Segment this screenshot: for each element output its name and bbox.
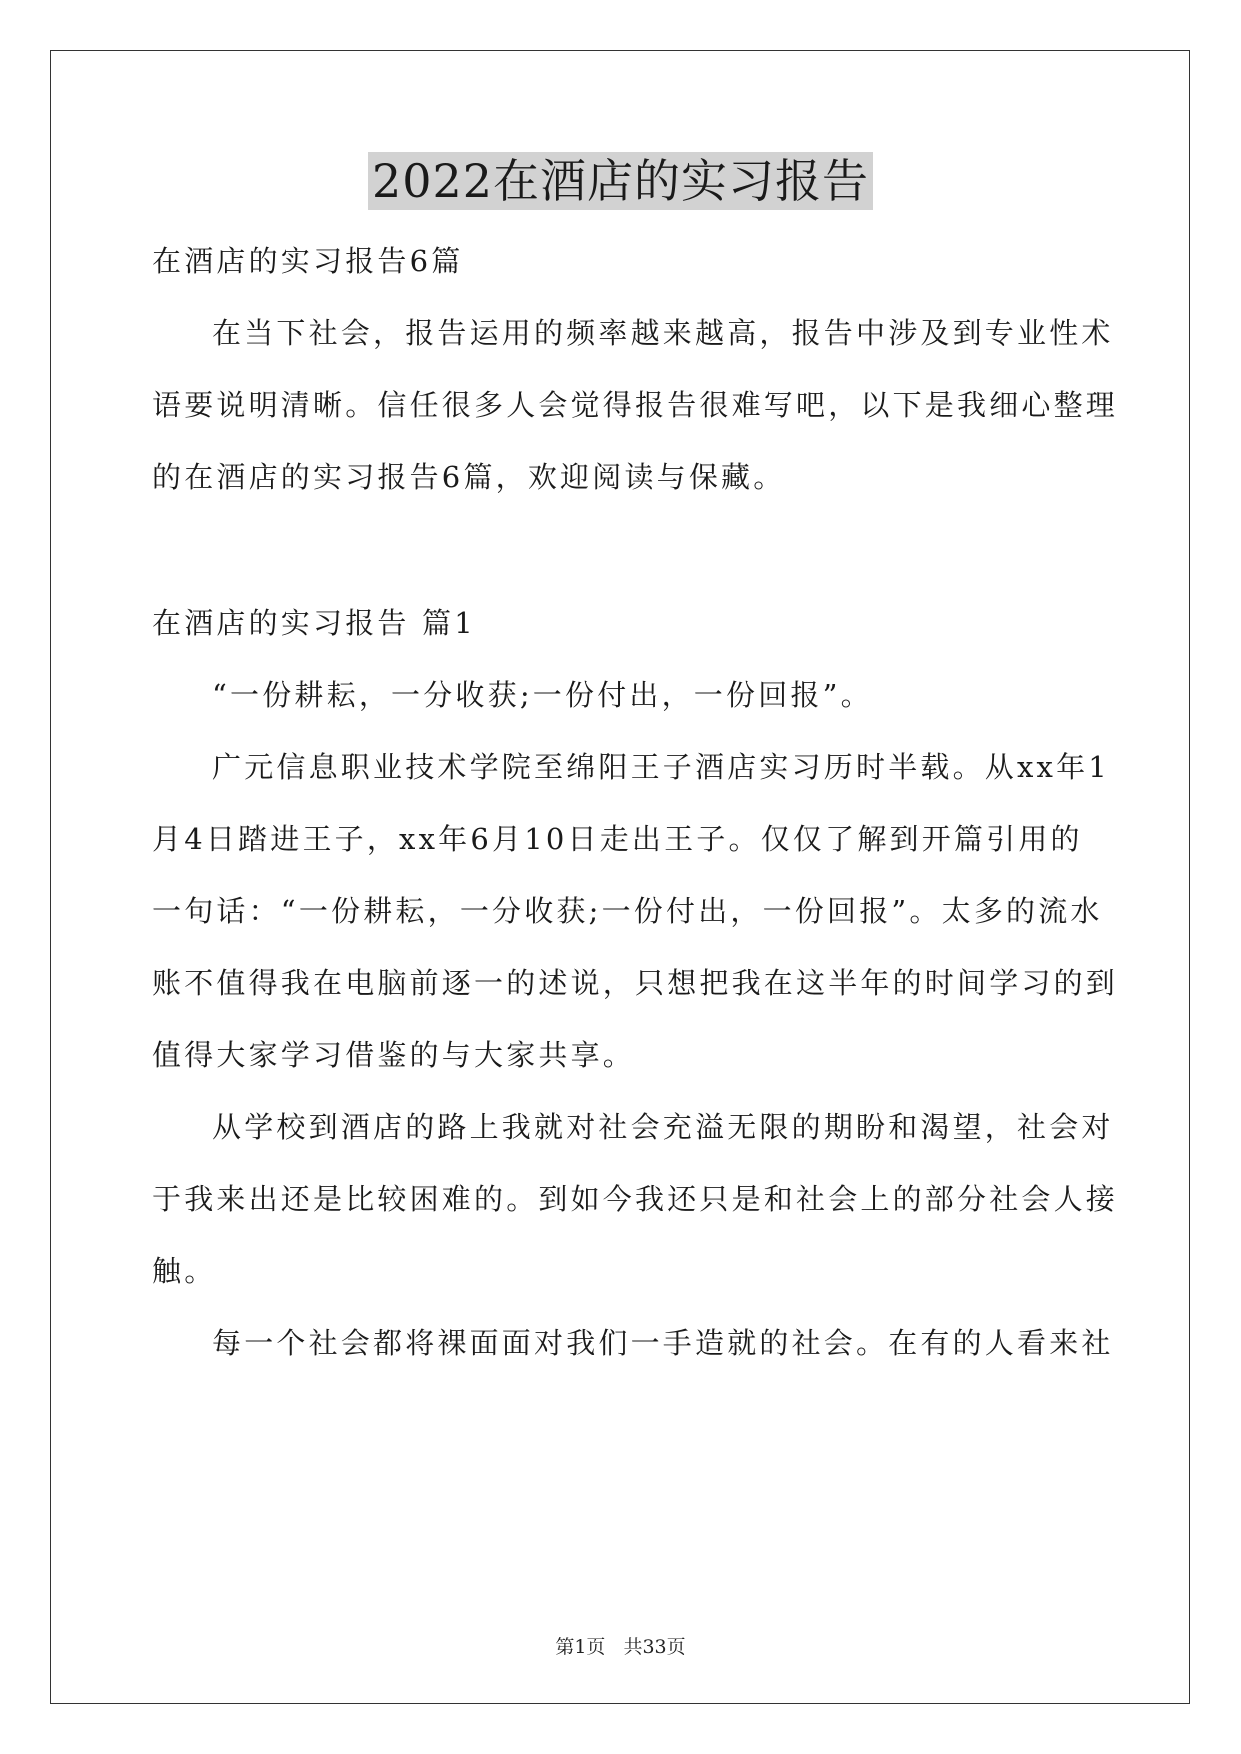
- document-subtitle: 在酒店的实习报告6篇: [152, 244, 464, 278]
- page-border: [50, 50, 1190, 1704]
- section-heading: 在酒店的实习报告 篇1: [152, 606, 476, 640]
- quote-line: “一份耕耘，一分收获;一份付出，一份回报”。: [212, 678, 873, 712]
- para3-line-1: 每一个社会都将裸面面对我们一手造就的社会。在有的人看来社: [212, 1326, 1114, 1360]
- para1-line-3: 一句话：“一份耕耘，一分收获;一份付出，一份回报”。太多的流水: [152, 894, 1103, 928]
- para1-line-5: 值得大家学习借鉴的与大家共享。: [152, 1038, 636, 1072]
- page-number: 第1页: [555, 1636, 606, 1658]
- title-container: [0, 152, 1241, 210]
- para2-line-3: 触。: [152, 1254, 217, 1288]
- document-title: 2022在酒店的实习报告: [368, 152, 873, 210]
- intro-line-3: 的在酒店的实习报告6篇，欢迎阅读与保藏。: [152, 460, 786, 494]
- para2-line-2: 于我来出还是比较困难的。到如今我还只是和社会上的部分社会人接: [152, 1182, 1119, 1216]
- para1-line-1: 广元信息职业技术学院至绵阳王子酒店实习历时半载。从xx年1: [212, 750, 1110, 784]
- para1-line-4: 账不值得我在电脑前逐一的述说，只想把我在这半年的时间学习的到: [152, 966, 1119, 1000]
- para1-line-2: 月4日踏进王子，xx年6月10日走出王子。仅仅了解到开篇引用的: [152, 822, 1083, 856]
- intro-line-1: 在当下社会，报告运用的频率越来越高，报告中涉及到专业性术: [212, 316, 1114, 350]
- para2-line-1: 从学校到酒店的路上我就对社会充溢无限的期盼和渴望，社会对: [212, 1110, 1114, 1144]
- page-footer: [0, 1632, 1241, 1659]
- total-pages: 共33页: [623, 1636, 686, 1658]
- intro-line-2: 语要说明清晰。信任很多人会觉得报告很难写吧，以下是我细心整理: [152, 388, 1119, 422]
